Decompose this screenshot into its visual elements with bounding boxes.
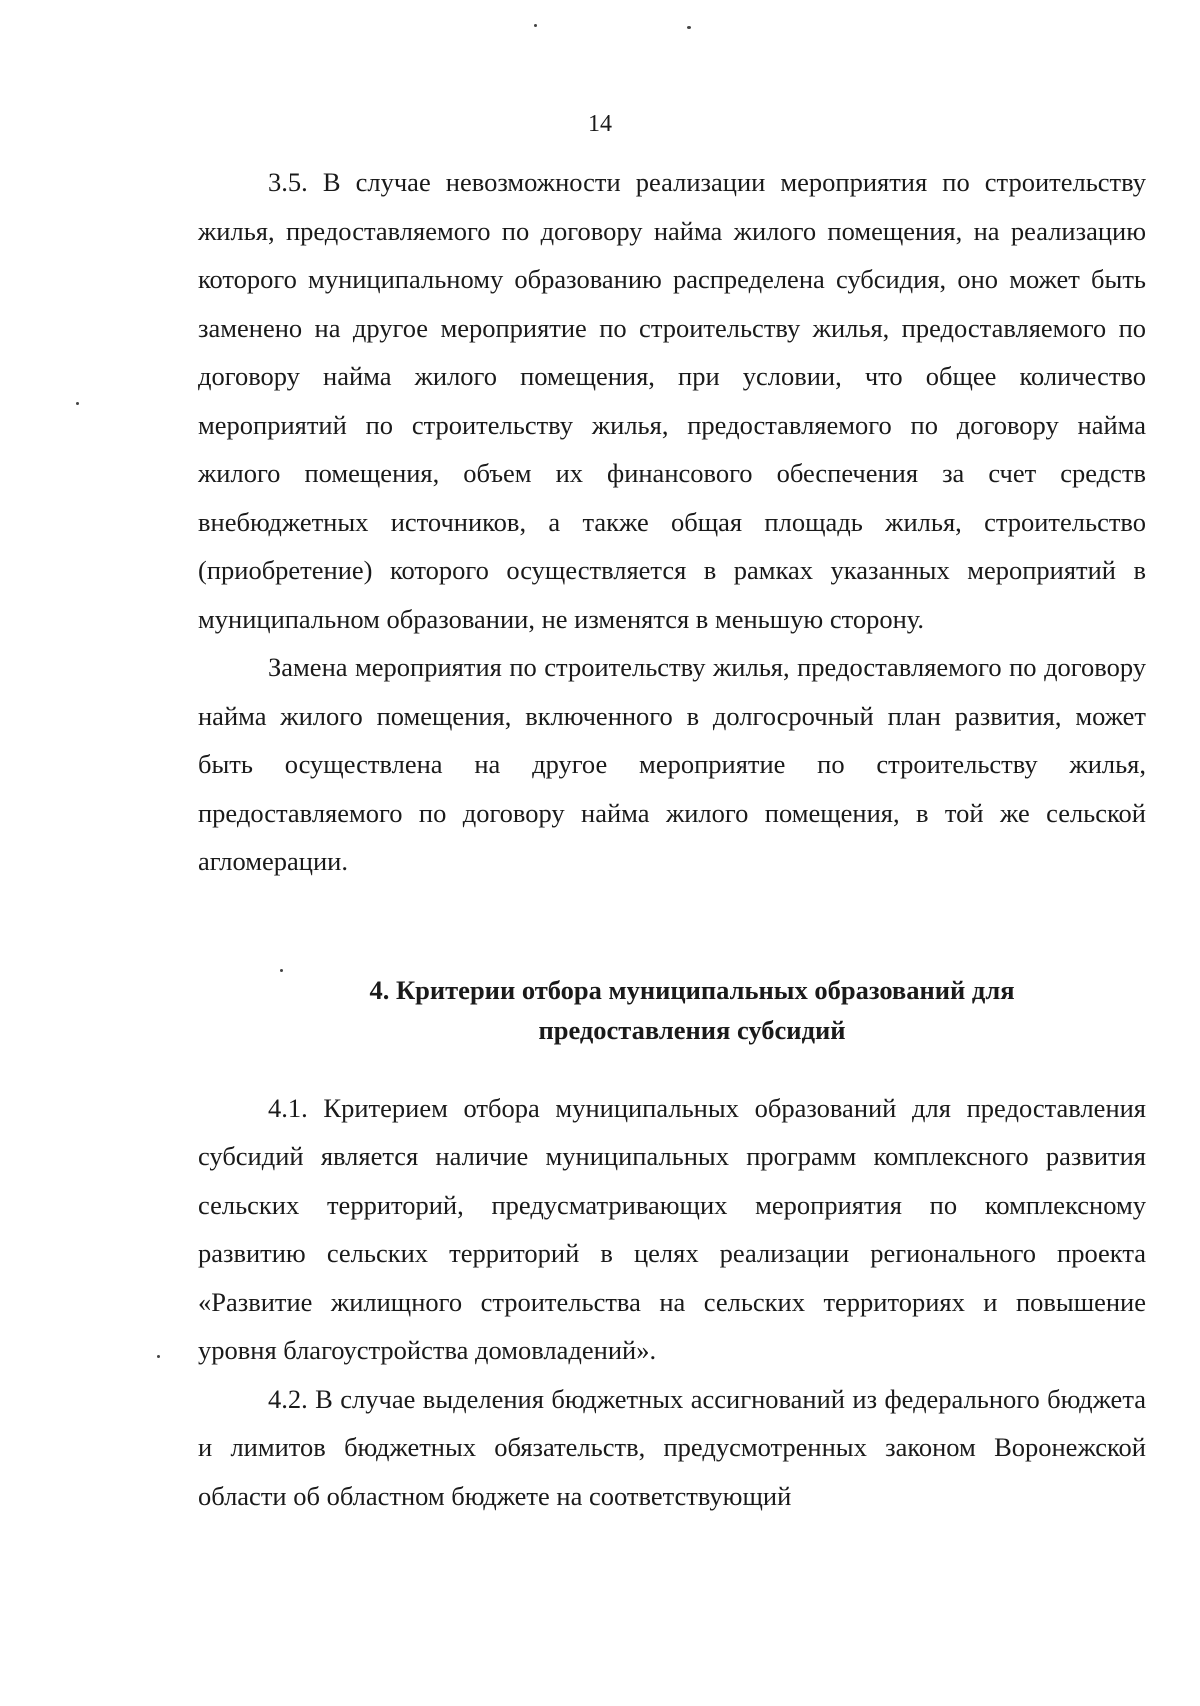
section-spacer [198, 886, 1146, 970]
paragraph-4-1: 4.1. Критерием отбора муниципальных образований для предоставления субсидий является наличие муниципальных программ комплексного развития сельских территорий, предусматривающих мероприятия по комплексному развитию сельских территорий в целях реализации регионального проекта «Развитие жилищного строительства на сельских территориях и повышение уровня благоустройства домовладений». [198, 1092, 1146, 1365]
paragraph-replacement: Замена мероприятия по строительству жилья, предоставляемого по договору найма жилого помещения, включенного в долгосрочный план развития, может быть осуществлена на другое мероприятие по строительству жилья, предоставляемого по договору найма жилого помещения, в той же сельской агломерации. [198, 652, 1146, 876]
paragraph-4-2: 4.2. В случае выделения бюджетных ассигнований из федерального бюджета и лимитов бюджетных обязательств, предусмотренных законом Воронежской области об областном бюджете на соответствующий [198, 1383, 1146, 1511]
page-number: 14 [588, 111, 612, 137]
section-4-heading [198, 970, 1146, 1050]
scan-speck [157, 1355, 160, 1358]
section-4-heading-line-2: предоставления субсидий [538, 1014, 846, 1045]
scan-speck [687, 26, 691, 29]
document-body [198, 158, 1146, 1520]
scan-speck [76, 402, 79, 405]
scan-speck [534, 24, 537, 27]
section-4-heading-line-1: 4. Критерии отбора муниципальных образований для [369, 974, 1015, 1005]
paragraph-3-5: 3.5. В случае невозможности реализации мероприятия по строительству жилья, предоставляемого по договору найма жилого помещения, на реализацию которого муниципальному образованию распределена субсидия, оно может быть заменено на другое мероприятие по строительству жилья, предоставляемого по договору найма жилого помещения, при условии, что общее количество мероприятий по строительству жилья, предоставляемого по договору найма жилого помещения, объем их финансового обеспечения за счет средств внебюджетных источников, а также общая площадь жилья, строительство (приобретение) которого осуществляется в рамках указанных мероприятий в муниципальном образовании, не изменятся в меньшую сторону. [198, 167, 1146, 634]
